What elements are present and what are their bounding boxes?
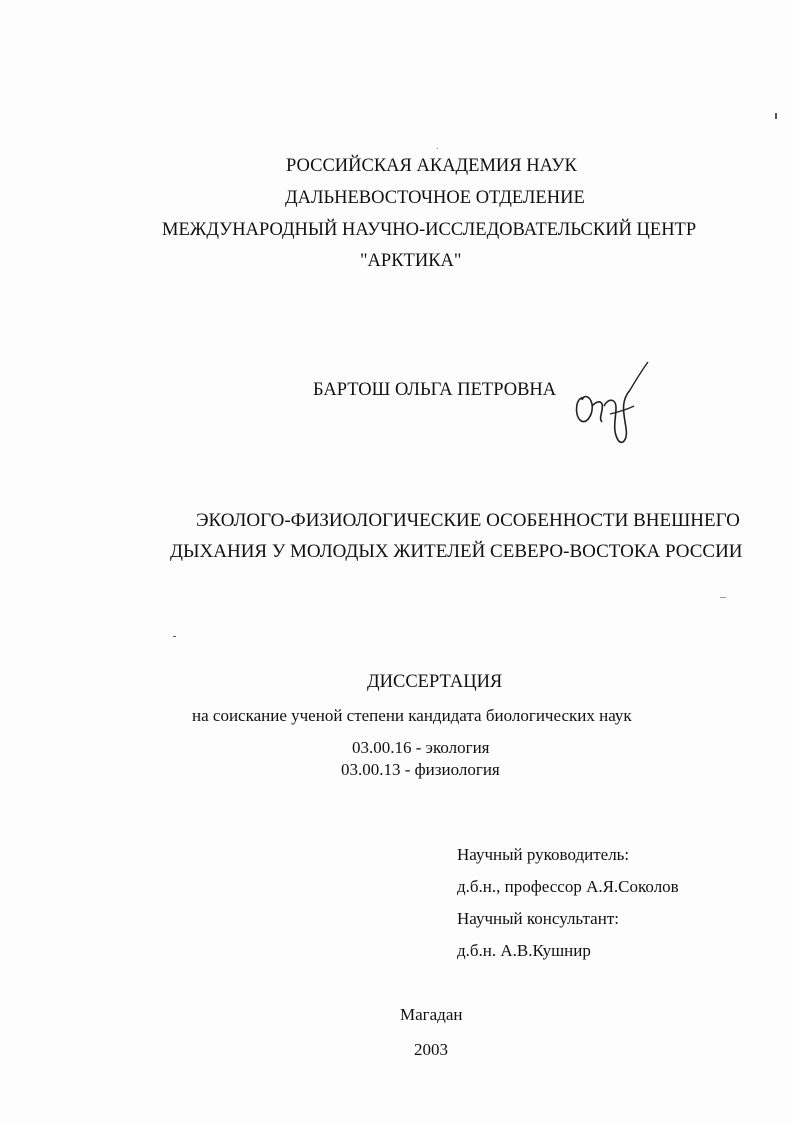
work-purpose: на соискание ученой степени кандидата биологических наук [192,706,632,725]
scan-speck [173,636,176,637]
header-branch: ДАЛЬНЕВОСТОЧНОЕ ОТДЕЛЕНИЕ [285,188,585,208]
header-center-name: "АРКТИКА" [360,251,462,271]
thesis-title-line2: ДЫХАНИЯ У МОЛОДЫХ ЖИТЕЛЕЙ СЕВЕРО-ВОСТОКА РОССИИ [170,541,743,562]
header-center: МЕЖДУНАРОДНЫЙ НАУЧНО-ИССЛЕДОВАТЕЛЬСКИЙ ЦЕНТР [162,220,697,240]
supervisor-name: д.б.н., профессор А.Я.Соколов [457,877,679,896]
scan-speck [775,113,777,119]
author-name: БАРТОШ ОЛЬГА ПЕТРОВНА [313,380,557,400]
year: 2003 [414,1040,448,1059]
consultant-label: Научный консультант: [457,909,619,928]
consultant-name: д.б.н. А.В.Кушнир [457,941,591,960]
header-academy: РОССИЙСКАЯ АКАДЕМИЯ НАУК [286,156,577,176]
scan-speck [720,597,726,598]
specialty-ecology: 03.00.16 - экология [352,738,490,757]
scan-speck [437,148,438,149]
supervisor-label: Научный руководитель: [457,845,630,864]
city: Магадан [400,1005,463,1024]
work-type: ДИССЕРТАЦИЯ [367,672,503,692]
thesis-title-line1: ЭКОЛОГО-ФИЗИОЛОГИЧЕСКИЕ ОСОБЕННОСТИ ВНЕШНЕГО [196,510,740,531]
handwritten-signature [572,356,652,446]
specialty-physiology: 03.00.13 - физиология [341,760,500,779]
